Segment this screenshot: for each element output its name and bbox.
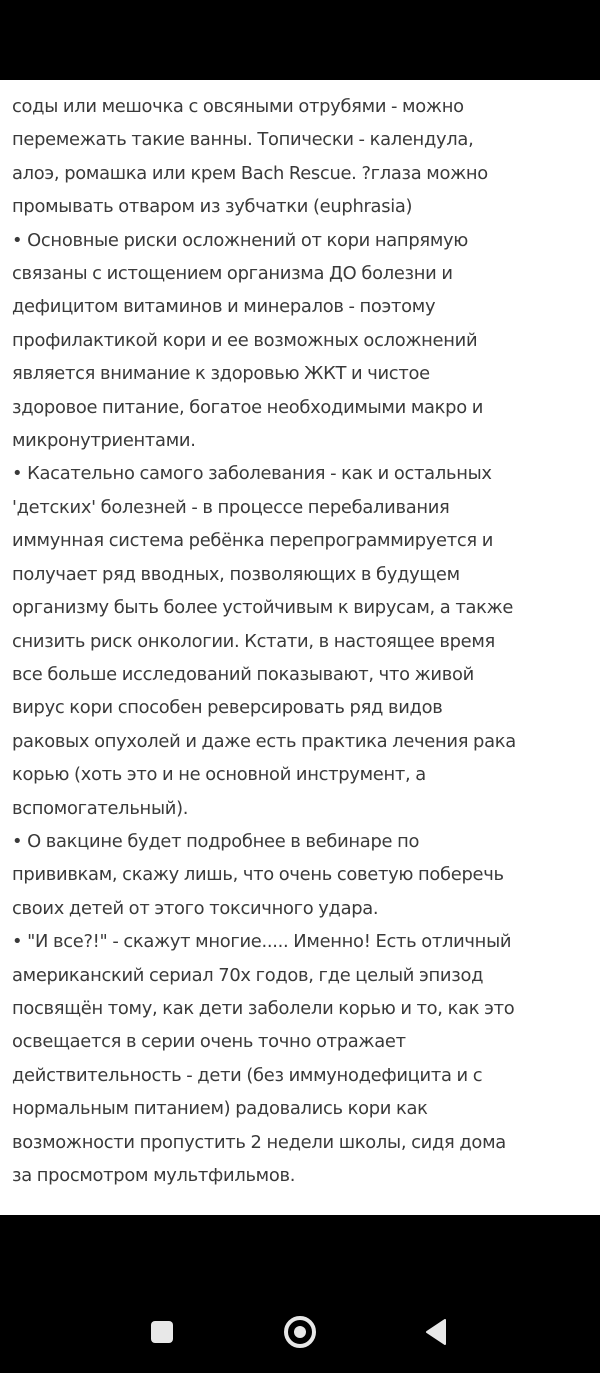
back-icon [425, 1319, 447, 1345]
text-line: • "И все?!" - скажут многие..... Именно! Есть отличный [12, 931, 512, 953]
text-line: возможности пропустить 2 недели школы, сидя дома [12, 1131, 506, 1153]
text-line: снизить риск онкологии. Кстати, в настоящее время [12, 630, 496, 652]
article-text [12, 90, 594, 1192]
text-line: • Касательно самого заболевания - как и остальных [12, 463, 492, 485]
text-line: американский сериал 70х годов, где целый эпизод [12, 964, 484, 986]
text-line: промывать отваром из зубчатки (euphrasia) [12, 196, 413, 218]
home-icon-dot [294, 1326, 306, 1338]
text-line: соды или мешочка с овсяными отрубями - можно [12, 96, 464, 117]
text-line: нормальным питанием) радовались кори как [12, 1098, 428, 1120]
back-button[interactable] [414, 1310, 458, 1354]
text-line: • О вакцине будет подробнее в вебинаре по [12, 830, 420, 852]
text-line: вирус кори способен реверсировать ряд видов [12, 697, 443, 719]
home-button[interactable] [278, 1310, 322, 1354]
text-line: является внимание к здоровью ЖКТ и чистое [12, 363, 430, 385]
text-line: своих детей от этого токсичного удара. [12, 897, 379, 919]
text-line: дефицитом витаминов и минералов - поэтому [12, 296, 436, 318]
text-line: освещается в серии очень точно отражает [12, 1031, 406, 1053]
text-line: алоэ, ромашка или крем Bach Rescue. ?глаза можно [12, 162, 488, 184]
recents-button[interactable] [140, 1310, 184, 1354]
text-line: связаны с истощением организма ДО болезни и [12, 263, 453, 285]
text-line: получает ряд вводных, позволяющих в будущем [12, 563, 460, 585]
text-line: корью (хоть это и не основной инструмент, а [12, 764, 426, 786]
status-bar [0, 0, 600, 80]
text-line: действительность - дети (без иммунодефицита и с [12, 1064, 483, 1086]
home-icon [284, 1316, 316, 1348]
text-line: перемежать такие ванны. Топически - календула, [12, 129, 474, 151]
text-line: раковых опухолей и даже есть практика лечения рака [12, 730, 516, 752]
text-line: микронутриентами. [12, 430, 196, 452]
text-line: иммунная система ребёнка перепрограммируется и [12, 530, 494, 552]
text-line: вспомогательный). [12, 797, 189, 819]
text-line: посвящён тому, как дети заболели корью и то, как это [12, 997, 515, 1019]
text-line: профилактикой кори и ее возможных осложнений [12, 329, 478, 351]
text-line: • Основные риски осложнений от кори напрямую [12, 229, 469, 251]
text-line: все больше исследований показывают, что живой [12, 663, 474, 685]
recents-icon [151, 1321, 173, 1343]
text-line: 'детских' болезней - в процессе перебаливания [12, 496, 450, 518]
article-content[interactable] [0, 80, 600, 1215]
text-line: организму быть более устойчивым к вирусам, а также [12, 597, 514, 619]
text-line: здоровое питание, богатое необходимыми макро и [12, 396, 484, 418]
text-line: за просмотром мультфильмов. [12, 1165, 296, 1186]
text-line: прививкам, скажу лишь, что очень советую поберечь [12, 864, 504, 886]
